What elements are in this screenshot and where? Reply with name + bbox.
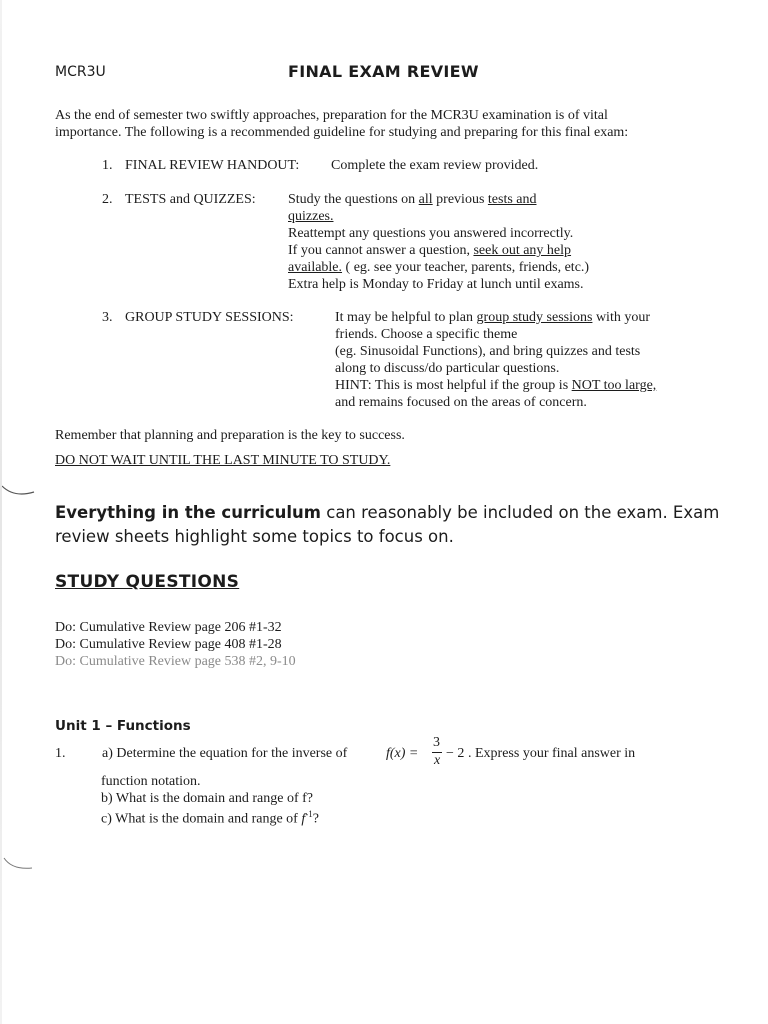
item-3-line-4: along to discuss/do particular questions.: [335, 361, 560, 376]
curriculum-line-2: review sheets highlight some topics to focus on.: [55, 527, 454, 546]
item-2-line-4: If you cannot answer a question, seek out any help: [288, 243, 572, 258]
question-1c-text: c) What is the domain and range of $f^{-1}$?: [101, 809, 319, 827]
item-3-line-1: It may be helpful to plan group study sessions with your: [335, 310, 650, 325]
item-2-line-5: available. ( eg. see your teacher, parents, friends, etc.): [288, 260, 590, 275]
item-1-number: 1.: [102, 158, 113, 173]
item-3-label: GROUP STUDY SESSIONS:: [125, 310, 294, 325]
curriculum-statement: [55, 501, 719, 549]
study-questions-list: [55, 619, 296, 670]
intro-line-2: importance. The following is a recommended guideline for studying and preparing for this final exam:: [55, 125, 629, 140]
reminder-line-2: DO NOT WAIT UNTIL THE LAST MINUTE TO STUDY.: [55, 453, 391, 468]
item-3-line-6: and remains focused on the areas of concern.: [335, 395, 587, 410]
fraction-denominator: x: [434, 753, 441, 768]
question-1a-text: a) Determine the equation for the inverse of: [102, 746, 348, 761]
question-1a-suffix: . Express your final answer in: [468, 746, 636, 761]
item-3-line-3: (eg. Sinusoidal Functions), and bring quizzes and tests: [335, 344, 641, 359]
unit-1-heading: Unit 1 – Functions: [55, 718, 191, 734]
page-title: FINAL EXAM REVIEW: [288, 62, 479, 81]
item-2-line-2: quizzes.: [288, 209, 334, 224]
item-3-number: 3.: [102, 310, 113, 325]
item-1-text: Complete the exam review provided.: [331, 158, 539, 173]
item-2-line-3: Reattempt any questions you answered incorrectly.: [288, 226, 574, 241]
question-1-number: 1.: [55, 746, 66, 761]
scan-edge-mark-top: [0, 478, 40, 508]
item-3-line-5: HINT: This is most helpful if the group is NOT too large,: [335, 378, 657, 393]
study-questions-heading: STUDY QUESTIONS: [55, 572, 240, 592]
list-item: Do: Cumulative Review page 538 #2, 9-10: [55, 654, 296, 669]
item-3-line-2: friends. Choose a specific theme: [335, 327, 518, 342]
item-2-line-6: Extra help is Monday to Friday at lunch until exams.: [288, 277, 584, 292]
fx-notation: f(x) =: [386, 746, 419, 761]
course-code: MCR3U: [55, 64, 106, 80]
question-1a-line-2: function notation.: [101, 774, 201, 789]
list-item: Do: Cumulative Review page 206 #1-32: [55, 620, 282, 635]
item-2-body: [288, 191, 589, 293]
list-item: Do: Cumulative Review page 408 #1-28: [55, 637, 282, 652]
item-2-number: 2.: [102, 192, 113, 207]
minus-two: − 2: [446, 746, 465, 761]
fraction-numerator: 3: [433, 735, 440, 750]
item-2-label: TESTS and QUIZZES:: [125, 192, 256, 207]
scan-edge-mark-bottom: [0, 852, 40, 882]
item-2-line-1: Study the questions on all previous tests and: [288, 192, 537, 207]
item-1-label: FINAL REVIEW HANDOUT:: [125, 158, 300, 173]
reminder-line-1: Remember that planning and preparation is the key to success.: [55, 428, 405, 443]
item-3-body: [335, 309, 656, 411]
intro-line-1: As the end of semester two swiftly approaches, preparation for the MCR3U examination is of vital: [55, 108, 608, 123]
curriculum-line-1: Everything in the curriculum can reasonably be included on the exam. Exam: [55, 503, 720, 522]
scan-left-edge: [0, 0, 2, 1024]
question-1b-text: b) What is the domain and range of f?: [101, 791, 314, 806]
